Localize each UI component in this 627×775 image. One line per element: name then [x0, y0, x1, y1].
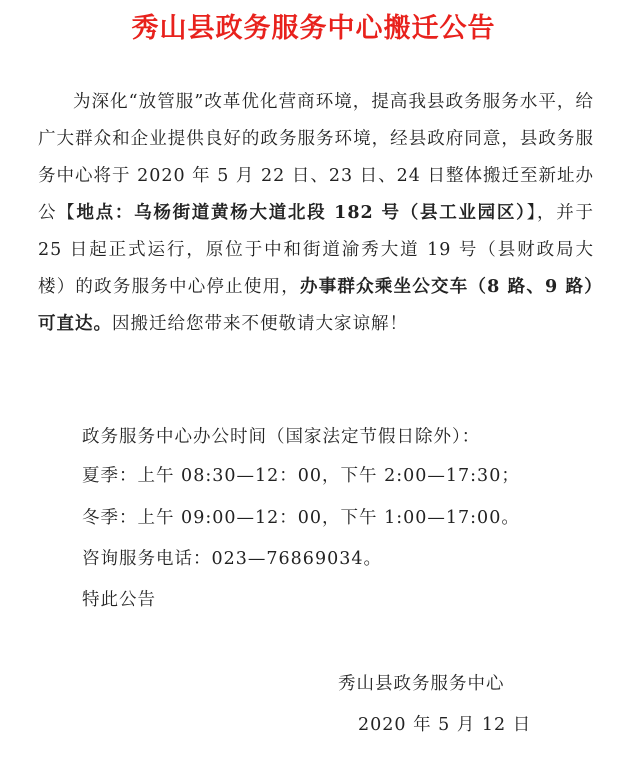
- new-address: 地点：乌杨街道黄杨大道北段 182 号（县工业园区）: [76, 203, 527, 223]
- office-hours-title: 政务服务中心办公时间（国家法定节假日除外）：: [82, 427, 481, 447]
- closing-text: 特此公告: [82, 590, 156, 610]
- winter-hours: 冬季：上午 09:00—12：00，下午 1:00—17:00。: [82, 508, 520, 528]
- notice-body: [38, 84, 594, 343]
- consult-phone: 咨询服务电话：023—76869034。: [82, 549, 382, 569]
- signature-org: 秀山县政务服务中心: [338, 674, 505, 694]
- body-text-1: 为深化“放管服”改革优化营商环境，提高我县政务服务水平，给广大群众和企业提供良好的政务服务环境，经县政府同意，县政务服务中心将于 2020 年 5 月 22 日、23 日、24 日整体搬迁至新址办公【: [38, 92, 594, 223]
- body-text-3: 因搬迁给您带来不便敬请大家谅解！: [112, 314, 408, 334]
- summer-hours: 夏季：上午 08:30—12：00，下午 2:00—17:30；: [82, 466, 520, 486]
- body-text-2: 】，并于 25 日起正式运行，原位于中和街道渝秀大道 19 号（县财政局大楼）的政务服务中心停止使用，: [38, 203, 595, 297]
- notice-date: 2020 年 5 月 12 日: [358, 715, 532, 735]
- notice-title: 秀山县政务服务中心搬迁公告: [131, 13, 496, 44]
- bus-info: 办事群众乘坐公交车（8 路、9 路）可直达。: [38, 277, 594, 334]
